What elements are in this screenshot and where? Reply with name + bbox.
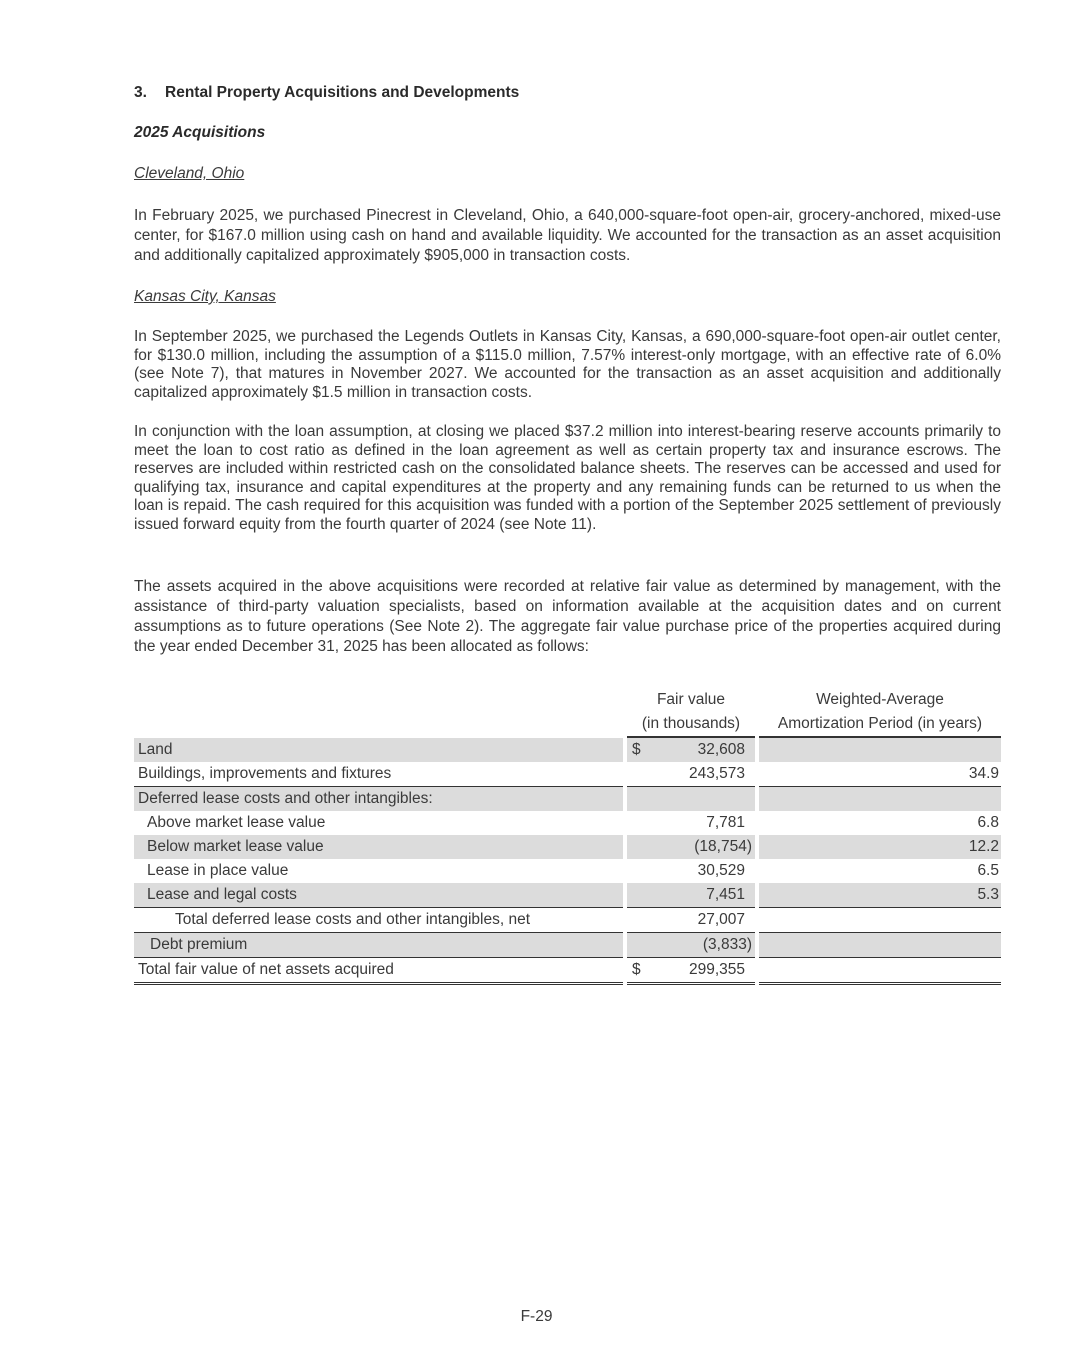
page-number: F-29 <box>520 1308 553 1325</box>
header-fair-value: Fair value (in thousands) <box>627 688 755 738</box>
row-label: Deferred lease costs and other intangibles: <box>134 787 623 811</box>
row-label: Lease and legal costs <box>134 883 623 908</box>
row-fair-value <box>627 787 755 811</box>
header-amortization-period: Weighted-Average Amortization Period (in years) <box>759 688 1001 738</box>
table-row <box>134 811 1001 835</box>
table-row <box>134 787 1001 811</box>
table-row <box>134 859 1001 883</box>
location-kansas-city: Kansas City, Kansas <box>134 288 276 305</box>
section-heading <box>134 84 519 102</box>
paragraph-kansas-acquisition: In September 2025, we purchased the Legends Outlets in Kansas City, Kansas, a 690,000-square-foot open-air outlet center, for $130.0 million, including the assumption of a $115.0 million, 7.57% interest-only mortgage, with an effective rate of 6.0% (see Note 7), that matures in November 2027. We accounted for the transaction as an asset acquisition and additionally capitalized approximately $1.5 million in transaction costs. <box>134 328 1001 401</box>
row-amortization: 6.8 <box>977 814 999 831</box>
row-label: Below market lease value <box>134 835 623 859</box>
row-amortization: 5.3 <box>759 883 1001 908</box>
table-row-total <box>134 958 1001 985</box>
section-title: Rental Property Acquisitions and Developments <box>165 84 520 101</box>
row-fair-value: (18,754) <box>627 835 755 859</box>
row-fair-value: 243,573 <box>627 762 755 787</box>
location-cleveland: Cleveland, Ohio <box>134 165 245 182</box>
fair-value-allocation-table <box>134 688 1001 985</box>
row-fair-value: $ 32,608 <box>627 738 755 762</box>
row-amortization <box>759 958 1001 985</box>
table-row <box>134 932 1001 958</box>
row-label: Lease in place value <box>147 862 289 879</box>
row-label: Debt premium <box>134 932 623 958</box>
row-label: Total deferred lease costs and other intangibles, net <box>175 911 531 928</box>
row-amortization: 34.9 <box>759 762 1001 787</box>
row-amortization <box>759 738 1001 762</box>
row-fair-value: 30,529 <box>697 862 745 879</box>
row-fair-value: 7,781 <box>706 814 745 831</box>
paragraph-cleveland: In February 2025, we purchased Pinecrest in Cleveland, Ohio, a 640,000-square-foot open-air, grocery-anchored, mixed-use center, for $167.0 million using cash on hand and available liquidity. We accounted for the transaction as an asset acquisition and additionally capitalized approximately $905,000 in transaction costs. <box>134 207 1001 264</box>
table-header-row <box>134 688 1001 738</box>
currency-symbol: $ <box>632 741 641 758</box>
currency-symbol: $ <box>632 961 641 978</box>
row-amortization <box>759 787 1001 811</box>
row-label: Total fair value of net assets acquired <box>134 958 623 985</box>
subheading: 2025 Acquisitions <box>134 124 266 141</box>
row-amortization: 6.5 <box>977 862 999 879</box>
row-fair-value: (3,833) <box>627 932 755 958</box>
row-fair-value: 7,451 <box>627 883 755 908</box>
table-row <box>134 835 1001 859</box>
paragraph-allocation: The assets acquired in the above acquisitions were recorded at relative fair value as determined by management, with the assistance of third-party valuation specialists, based on information available at the acquisition dates and on current assumptions as to future operations (See Note 2). The aggregate fair value purchase price of the properties acquired during the year ended December 31, 2025 has been allocated as follows: <box>134 578 1001 655</box>
table-row <box>134 908 1001 932</box>
row-label: Land <box>134 738 623 762</box>
row-amortization: 12.2 <box>759 835 1001 859</box>
row-fair-value: $ 299,355 <box>627 958 755 985</box>
paragraph-loan-assumption: In conjunction with the loan assumption, at closing we placed $37.2 million into interest-bearing reserve accounts primarily to meet the loan to cost ratio as defined in the loan agreement as well as certain property tax and insurance escrows. The reserves are included within restricted cash on the consolidated balance sheets. The reserves can be accessed and used for qualifying tax, insurance and capital expenditures at the property and any remaining funds can be returned to us when the loan is repaid. The cash required for this acquisition was funded with a portion of the September 2025 settlement of previously issued forward equity from the fourth quarter of 2024 (see Note 11). <box>134 423 1001 533</box>
row-amortization <box>759 908 1001 932</box>
table-row <box>134 883 1001 908</box>
row-amortization <box>759 932 1001 958</box>
row-label: Buildings, improvements and fixtures <box>134 762 623 787</box>
row-label: Above market lease value <box>147 814 326 831</box>
table-row <box>134 738 1001 762</box>
section-number: 3. <box>134 84 147 101</box>
row-fair-value: 27,007 <box>697 911 745 928</box>
table-row <box>134 762 1001 787</box>
